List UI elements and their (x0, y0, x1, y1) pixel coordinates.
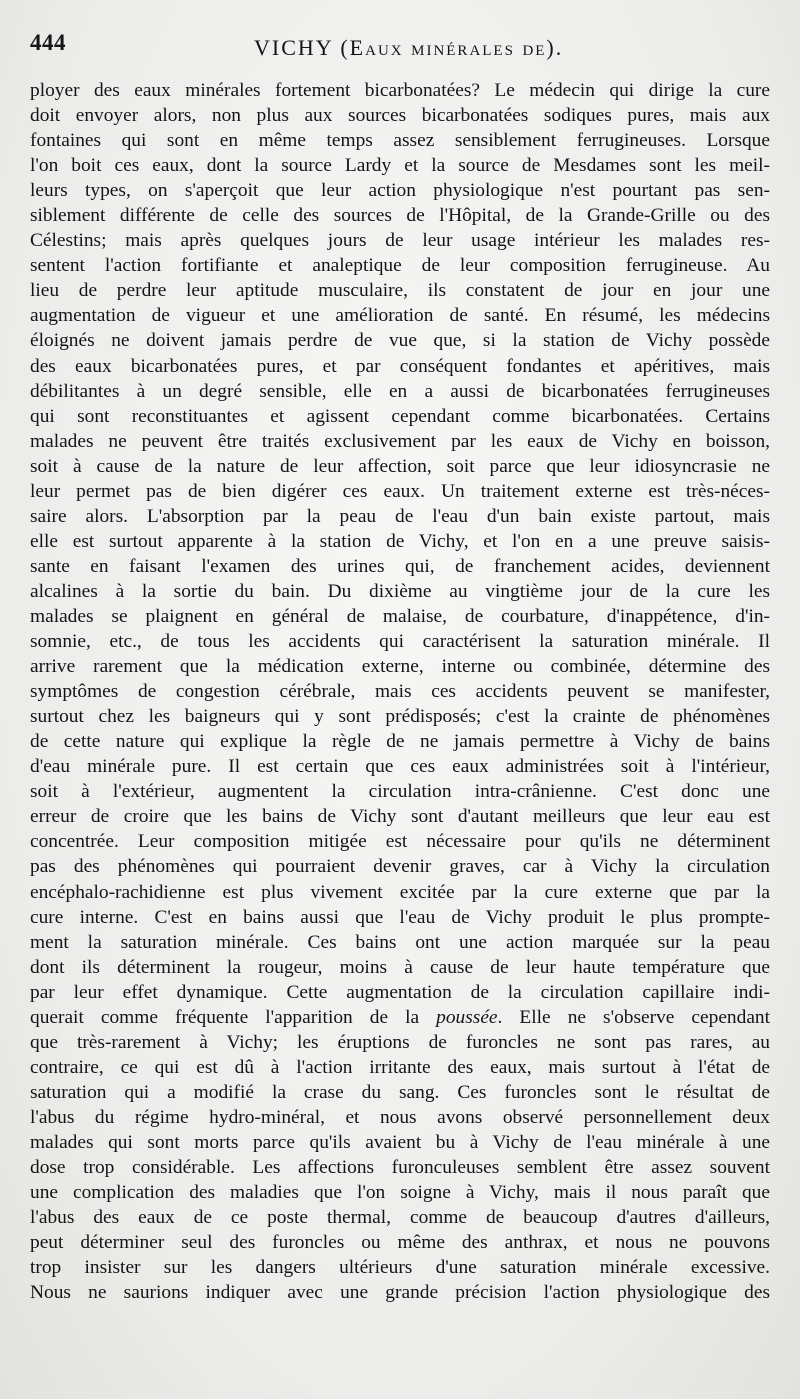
text-line: Nous ne saurions indiquer avec une grande précision l'action physiologique des (30, 1282, 770, 1304)
text-line: erreur de croire que les bains de Vichy sont d'autant meilleurs que leur eau est (30, 806, 770, 828)
text-line: dont ils déterminent la rougeur, moins à cause de leur haute température que (30, 956, 770, 978)
text-line: malades ne peuvent être traités exclusivement par les eaux de Vichy en boisson, (30, 430, 770, 452)
text-line: soit à l'extérieur, augmentent la circulation intra-crânienne. C'est donc une (30, 781, 770, 803)
text-line: contraire, ce qui est dû à l'action irritante des eaux, mais surtout à l'état de (30, 1056, 770, 1078)
text-line: saire alors. L'absorption par la peau de l'eau d'un bain existe partout, mais (30, 505, 770, 527)
text-line: doit envoyer alors, non plus aux sources bicarbonatées sodiques pures, mais aux (30, 105, 770, 127)
text-line: malades qui sont morts parce qu'ils avaient bu à Vichy de l'eau minérale à une (30, 1131, 770, 1153)
text-line: leurs types, on s'aperçoit que leur action physiologique n'est pourtant pas sen- (30, 180, 770, 202)
text-line: l'abus des eaux de ce poste thermal, comme de beaucoup d'autres d'ailleurs, (30, 1207, 770, 1229)
text-line: trop insister sur les dangers ultérieurs d'une saturation minérale excessive. (30, 1257, 770, 1279)
text-line: sentent l'action fortifiante et analeptique de leur composition ferrugineuse. Au (30, 255, 770, 277)
text-line: l'abus du régime hydro-minéral, et nous avons observé personnellement deux (30, 1106, 770, 1128)
text-line: surtout chez les baigneurs qui y sont prédisposés; c'est la crainte de phénomènes (30, 706, 770, 728)
text-line: Célestins; mais après quelques jours de leur usage intérieur les malades res- (30, 230, 770, 252)
text-line: concentrée. Leur composition mitigée est nécessaire pour qu'ils ne déterminent (30, 831, 770, 853)
text-line: des eaux bicarbonatées pures, et par conséquent fondantes et apéritives, mais (30, 355, 770, 377)
text-line: de cette nature qui explique la règle de ne jamais permettre à Vichy de bains (30, 731, 770, 753)
text-line: par leur effet dynamique. Cette augmentation de la circulation capillaire indi- (30, 981, 770, 1003)
running-title: VICHY (Eaux minérales de). (254, 35, 564, 60)
text-line: cure interne. C'est en bains aussi que l'eau de Vichy produit le plus prompte- (30, 906, 770, 928)
page-number: 444 (30, 30, 66, 55)
text-line: que très-rarement à Vichy; les éruptions de furoncles ne sont pas rares, au (30, 1031, 770, 1053)
text-line: débilitantes à un degré sensible, elle en a aussi de bicarbonatées ferrugineuses (30, 380, 770, 402)
text-line: une complication des maladies que l'on soigne à Vichy, mais il nous paraît que (30, 1182, 770, 1204)
text-line: siblement différente de celle des sources de l'Hôpital, de la Grande-Grille ou des (30, 205, 770, 227)
text-line: peut déterminer seul des furoncles ou même des anthrax, et nous ne pouvons (30, 1232, 770, 1254)
text-line: arrive rarement que la médication externe, interne ou combinée, détermine des (30, 656, 770, 678)
text-line: sante en faisant l'examen des urines qui, de franchement acides, deviennent (30, 555, 770, 577)
text-line: alcalines à la sortie du bain. Du dixième au vingtième jour de la cure les (30, 580, 770, 602)
text-line: malades se plaignent en général de malaise, de courbature, d'inappétence, d'in- (30, 605, 770, 627)
text-line: d'eau minérale pure. Il est certain que ces eaux administrées soit à l'intérieur, (30, 756, 770, 778)
body-text (30, 78, 770, 1305)
text-line: soit à cause de la nature de leur affection, soit parce que leur idiosyncrasie ne (30, 455, 770, 477)
text-line: ployer des eaux minérales fortement bicarbonatées? Le médecin qui dirige la cure (30, 80, 770, 101)
text-line: pas des phénomènes qui pourraient devenir graves, car à Vichy la circulation (30, 856, 770, 878)
text-line: querait comme fréquente l'apparition de la poussée. Elle ne s'observe cependant (30, 1006, 770, 1028)
text-line: elle est surtout apparente à la station de Vichy, et l'on en a une preuve saisis- (30, 530, 770, 552)
text-line: augmentation de vigueur et une amélioration de santé. En résumé, les médecins (30, 305, 770, 327)
text-line: lieu de perdre leur aptitude musculaire, ils constatent de jour en jour une (30, 280, 770, 302)
text-line: qui sont reconstituantes et agissent cependant comme bicarbonatées. Certains (30, 405, 770, 427)
page-header (30, 30, 770, 64)
text-line: fontaines qui sont en même temps assez sensiblement ferrugineuses. Lorsque (30, 130, 770, 152)
emphasis-text: poussée (436, 1006, 498, 1028)
text-line: encéphalo-rachidienne est plus vivement excitée par la cure externe que par la (30, 881, 770, 903)
text-line: l'on boit ces eaux, dont la source Lardy et la source de Mesdames sont les meil- (30, 155, 770, 177)
text-line: symptômes de congestion cérébrale, mais ces accidents peuvent se manifester, (30, 681, 770, 703)
text-line: saturation qui a modifié la crase du sang. Ces furoncles sont le résultat de (30, 1081, 770, 1103)
text-line: somnie, etc., de tous les accidents qui caractérisent la saturation minérale. Il (30, 631, 770, 653)
text-line: dose trop considérable. Les affections furonculeuses semblent être assez souvent (30, 1157, 770, 1179)
text-line: éloignés ne doivent jamais perdre de vue que, si la station de Vichy possède (30, 330, 770, 352)
text-line: ment la saturation minérale. Ces bains ont une action marquée sur la peau (30, 931, 770, 953)
text-line: leur permet pas de bien digérer ces eaux. Un traitement externe est très-néces- (30, 480, 770, 502)
